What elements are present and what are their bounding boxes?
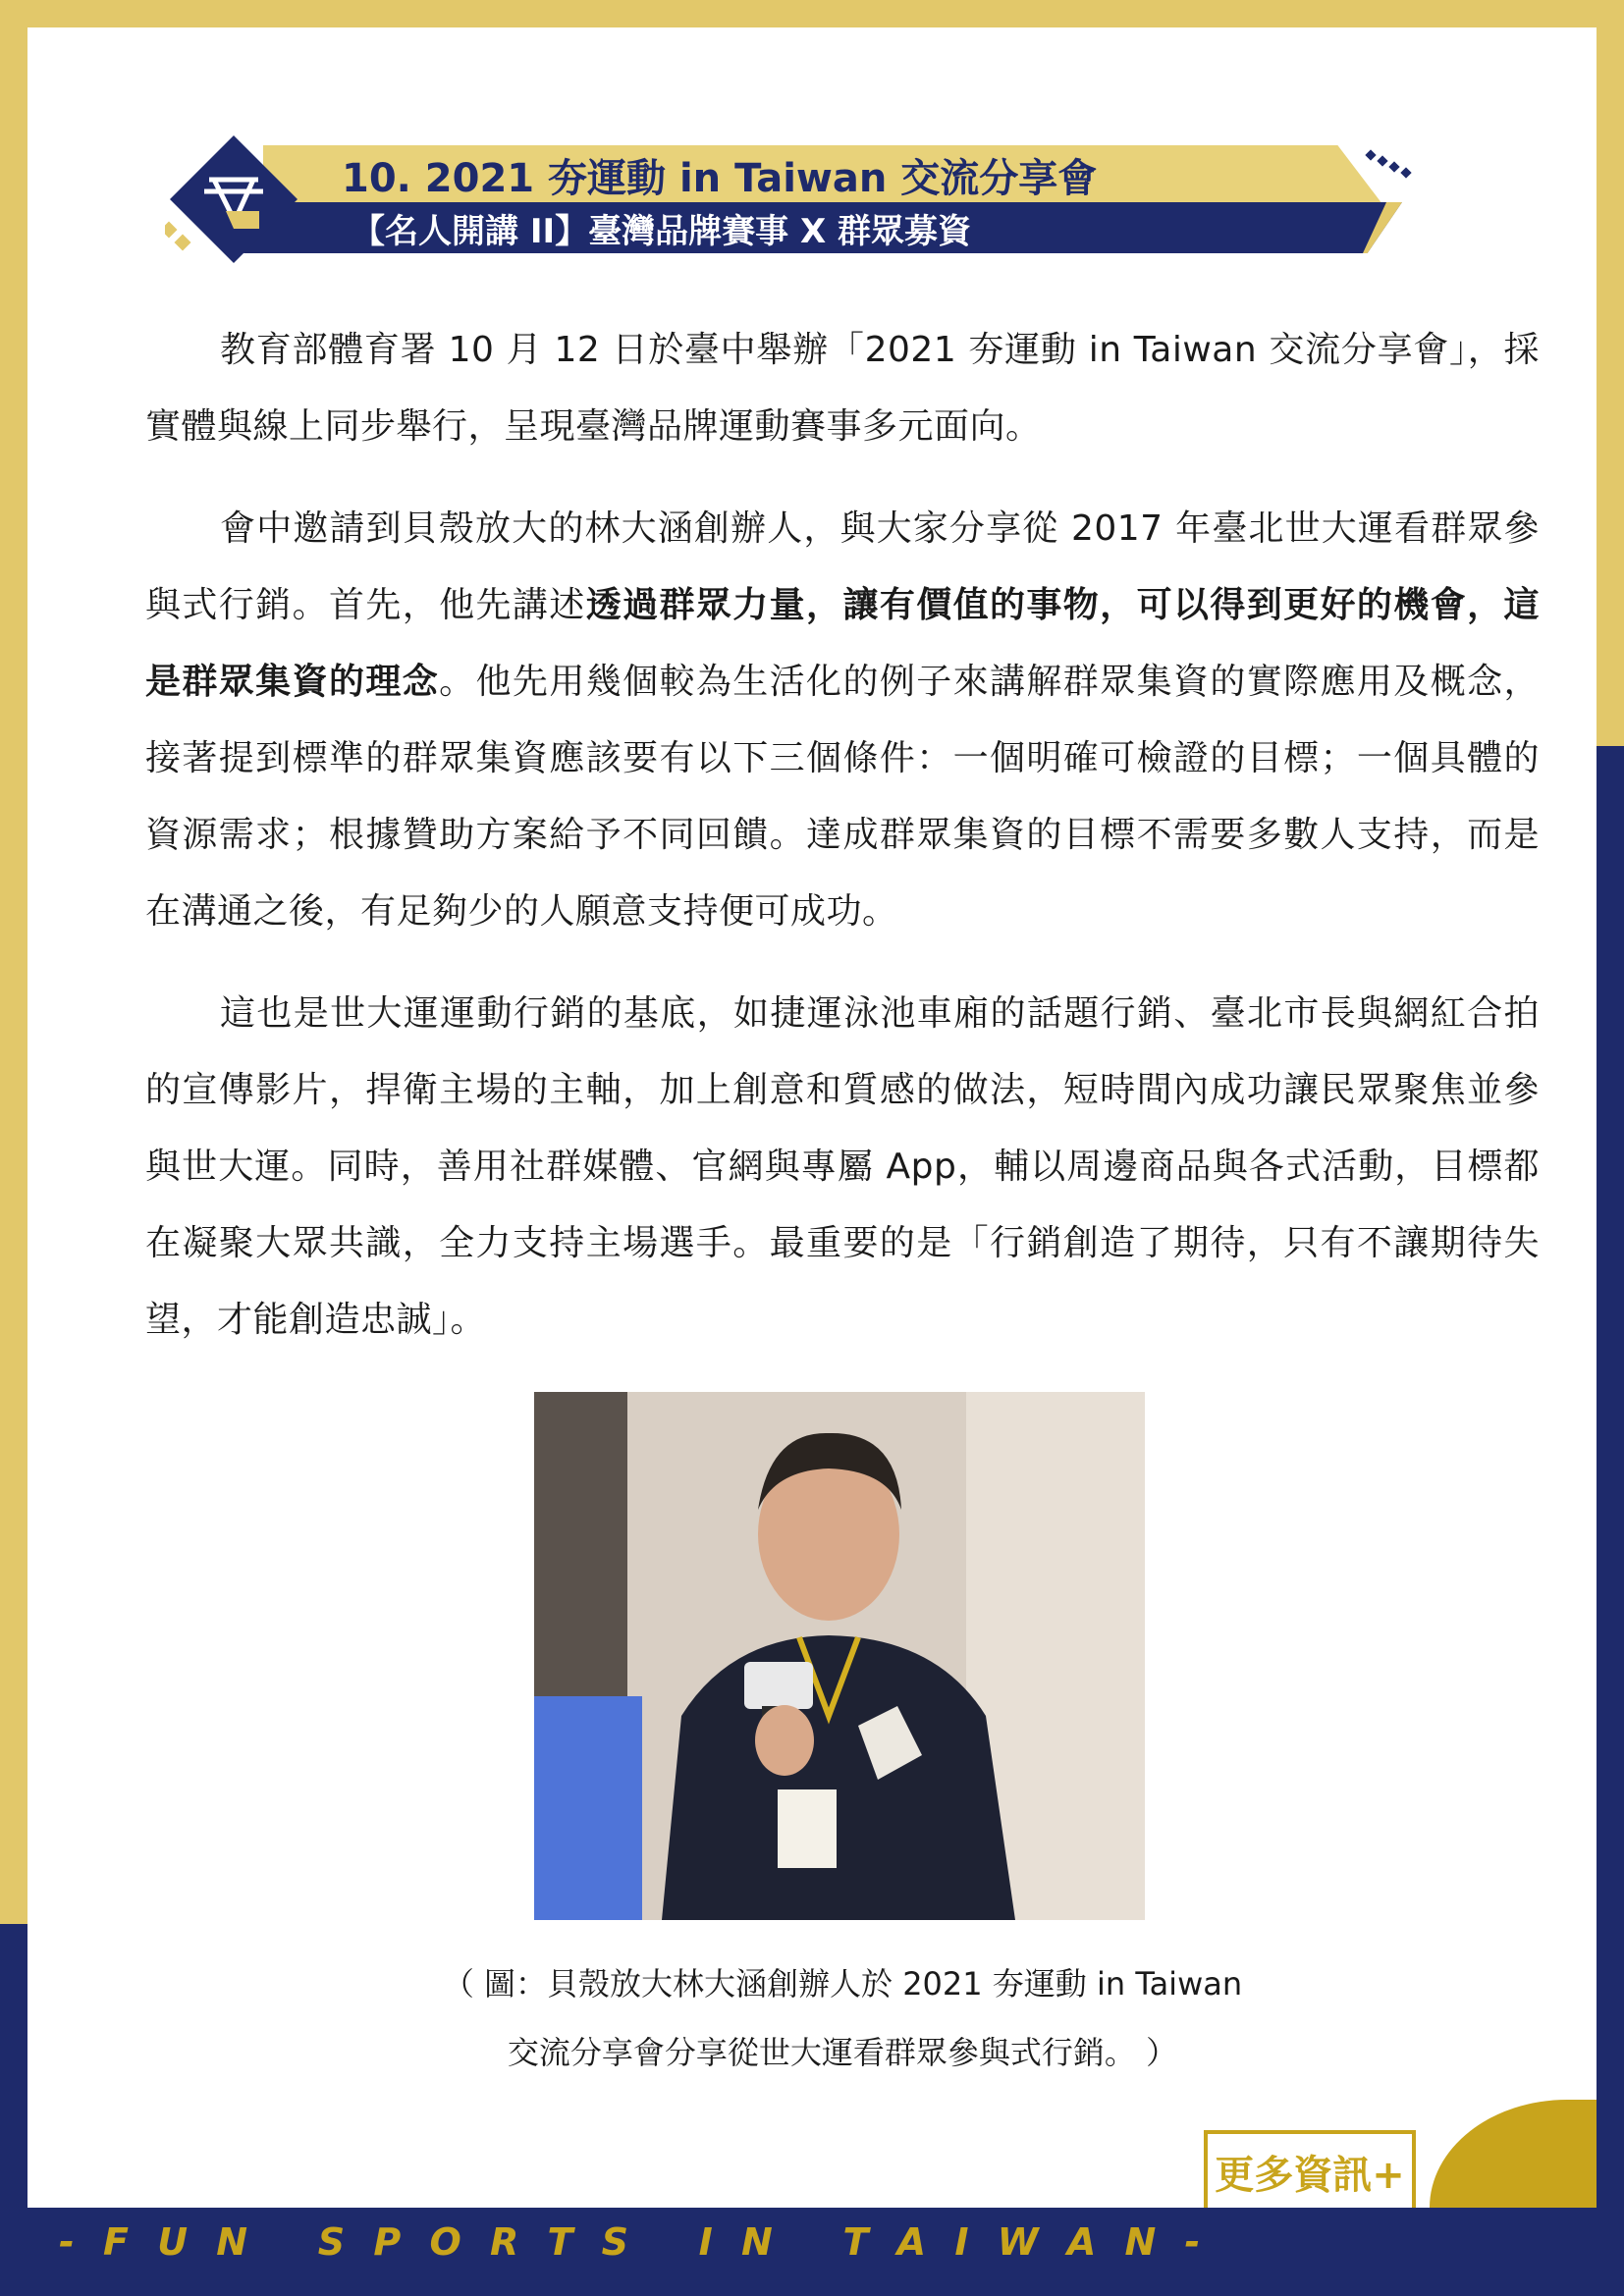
section-title: 10. 2021 夯運動 in Taiwan 交流分享會 bbox=[342, 156, 1098, 201]
section-header bbox=[145, 126, 1412, 273]
paragraph-1: 教育部體育署 10 月 12 日於臺中舉辦「2021 夯運動 in Taiwan 交流分享會」，採實體與線上同步舉行，呈現臺灣品牌運動賽事多元面向。 bbox=[145, 330, 1540, 447]
paragraph-2-text: 會中邀請到貝殼放大的林大涵創辦人，與大家分享從 2017 年臺北世大運看群眾參與式行銷。首先，他先講述 bbox=[145, 508, 1540, 625]
photo-caption bbox=[420, 1949, 1265, 2087]
paragraph-2-text-cont: 。他先用幾個較為生活化的例子來講解群眾集資的實際應用及概念，接著提到標準的群眾集資應該要有以下三個條件：一個明確可檢證的目標；一個具體的資源需求；根據贊助方案給予不同回饋。達成群眾集資的目標不需要多數人支持，而是在溝通之後，有足夠少的人願意支持便可成功。 bbox=[145, 662, 1540, 932]
paragraph-2-emphasis: 透過群眾力量，讓有價值的事物，可以得到更好的機會，這是群眾集資的理念 bbox=[145, 585, 1540, 702]
sports-logo-icon bbox=[165, 131, 302, 268]
caption-line-1: （ 圖：貝殼放大林大涵創辦人於 2021 夯運動 in Taiwan bbox=[442, 1965, 1243, 2002]
footer-slogan: - F U N S P O R T S I N T A I W A N - bbox=[59, 2220, 1209, 2264]
paragraph-2 bbox=[145, 491, 1540, 950]
paragraph-3: 這也是世大運運動行銷的基底，如捷運泳池車廂的話題行銷、臺北市長與網紅合拍的宣傳影片，捍衛主場的主軸，加上創意和質感的做法，短時間內成功讓民眾聚焦並參與世大運。同時，善用社群媒體、官網與專屬 App，輔以周邊商品與各式活動，目標都在凝聚大眾共識，全力支持主場選手。最重要的是「行銷創造了期待，只有不讓期待失望，才能創造忠誠」。 bbox=[145, 993, 1540, 1340]
speaker-photo bbox=[534, 1392, 1145, 1920]
article-body bbox=[145, 312, 1540, 1384]
caption-line-2: 交流分享會分享從世大運看群眾參與式行銷。 ） bbox=[507, 2034, 1178, 2071]
page bbox=[27, 27, 1597, 2269]
more-info-button[interactable]: 更多資訊+ bbox=[1204, 2130, 1416, 2213]
decor-dots-icon bbox=[1363, 145, 1422, 185]
section-subtitle: 【名人開講 II】臺灣品牌賽事 X 群眾募資 bbox=[352, 212, 972, 251]
